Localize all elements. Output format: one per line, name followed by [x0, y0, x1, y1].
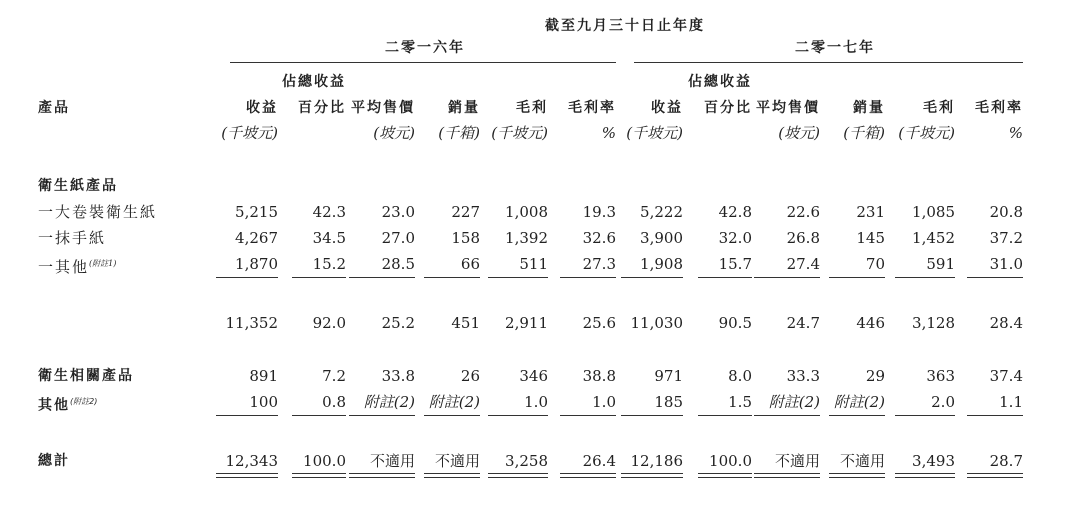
cell-total-gp-margin-2017: 28.7 [989, 452, 1023, 470]
cell-total-avg-price-2017: 不適用 [774, 452, 820, 470]
cell-big-roll-revenue-2017: 5,222 [640, 203, 683, 221]
underline-tissue-avg-price-2016 [349, 277, 415, 278]
underline-tissue-volume-2016 [424, 277, 480, 278]
cell-other-tissue-avg-price-2017: 27.4 [786, 255, 820, 273]
cell-total-volume-2017: 不適用 [839, 452, 885, 470]
note-1-marker: (附註1) [89, 259, 117, 268]
others-section-label: 其他$^{(附註2)}$ [38, 397, 98, 414]
underline-others-pct-2017 [698, 415, 752, 416]
cell-hygiene-revenue-2017: 971 [654, 367, 683, 385]
cell-other-tissue-avg-price-2016: 28.5 [381, 255, 415, 273]
col-unit-gross-profit-2016: (千坡元) [491, 124, 548, 142]
cell-other-tissue-volume-2017: 70 [865, 255, 885, 273]
year-2017-rule [634, 62, 1023, 63]
cell-hand-towel-gross-profit-2016: 1,392 [505, 229, 548, 247]
year-2016-rule [230, 62, 616, 63]
cell-hygiene-volume-2017: 29 [865, 367, 885, 385]
col-header-gross-profit-2016: 毛利 [516, 100, 548, 116]
cell-big-roll-revenue-2016: 5,215 [235, 203, 278, 221]
col-header-revenue-2017: 收益 [651, 100, 683, 116]
col-unit-avg-price-2016: (坡元) [373, 124, 415, 142]
cell-hygiene-avg-price-2016: 33.8 [381, 367, 415, 385]
cell-hygiene-gp-margin-2017: 37.4 [989, 367, 1023, 385]
col-unit-revenue-2016: (千坡元) [221, 124, 278, 142]
cell-total-gross-profit-2017: 3,493 [912, 452, 955, 470]
cell-others-volume-2016: 附註(2) [428, 393, 480, 411]
double-underline-total-volume-2016 [424, 473, 480, 478]
cell-hygiene-gross-profit-2017: 363 [926, 367, 955, 385]
cell-total-avg-price-2016: 不適用 [369, 452, 415, 470]
underline-others-revenue-2017 [621, 415, 683, 416]
double-underline-total-avg-price-2016 [349, 473, 415, 478]
cell-others-revenue-2016: 100 [249, 393, 278, 411]
col-header-pct-2017: 百分比 [704, 100, 752, 116]
year-2017-header: 二零一七年 [795, 40, 875, 56]
col-unit-avg-price-2017: (坡元) [778, 124, 820, 142]
underline-others-volume-2017 [829, 415, 885, 416]
underline-others-gp-margin-2016 [560, 415, 616, 416]
cell-big-roll-pct-2017: 42.8 [718, 203, 752, 221]
col-header-pct-2016: 百分比 [298, 100, 346, 116]
cell-others-gross-profit-2017: 2.0 [931, 393, 955, 411]
col-unit-gp-margin-2016: % [601, 124, 616, 142]
underline-tissue-pct-2016 [292, 277, 346, 278]
cell-total-gp-margin-2016: 26.4 [582, 452, 616, 470]
cell-big-roll-gross-profit-2016: 1,008 [505, 203, 548, 221]
cell-hand-towel-gp-margin-2017: 37.2 [989, 229, 1023, 247]
underline-others-gp-margin-2017 [967, 415, 1023, 416]
col-header-gp-margin-2016: 毛利率 [568, 100, 616, 116]
cell-total-revenue-2016: 12,343 [225, 452, 278, 470]
cell-hand-towel-avg-price-2016: 27.0 [381, 229, 415, 247]
cell-total-revenue-2017: 12,186 [630, 452, 683, 470]
cell-big-roll-gp-margin-2017: 20.8 [989, 203, 1023, 221]
cell-hand-towel-revenue-2017: 3,900 [640, 229, 683, 247]
cell-other-tissue-volume-2016: 66 [460, 255, 480, 273]
cell-other-tissue-gp-margin-2016: 27.3 [582, 255, 616, 273]
cell-big-roll-volume-2017: 231 [856, 203, 885, 221]
col-unit-volume-2017: (千箱) [843, 124, 885, 142]
underline-tissue-avg-price-2017 [754, 277, 820, 278]
cell-others-avg-price-2017: 附註(2) [768, 393, 820, 411]
double-underline-total-revenue-2016 [216, 473, 278, 478]
underline-tissue-revenue-2016 [216, 277, 278, 278]
col-unit-gross-profit-2017: (千坡元) [898, 124, 955, 142]
double-underline-total-gross-profit-2017 [895, 473, 955, 478]
cell-big-roll-pct-2016: 42.3 [312, 203, 346, 221]
cell-other-tissue-gp-margin-2017: 31.0 [989, 255, 1023, 273]
est-share-header-2016: 佔總收益 [282, 74, 346, 90]
double-underline-total-revenue-2017 [621, 473, 683, 478]
cell-hand-towel-gp-margin-2016: 32.6 [582, 229, 616, 247]
cell-subtotal-revenue-2016: 11,352 [225, 314, 278, 332]
col-header-avg-price-2017: 平均售價 [756, 100, 820, 116]
underline-others-gross-profit-2017 [895, 415, 955, 416]
double-underline-total-pct-2017 [698, 473, 752, 478]
underline-others-pct-2016 [292, 415, 346, 416]
cell-subtotal-volume-2016: 451 [451, 314, 480, 332]
underline-others-gross-profit-2016 [488, 415, 548, 416]
underline-tissue-revenue-2017 [621, 277, 683, 278]
cell-hand-towel-avg-price-2017: 26.8 [786, 229, 820, 247]
cell-others-gross-profit-2016: 1.0 [524, 393, 548, 411]
cell-total-pct-2017: 100.0 [709, 452, 752, 470]
product-column-header: 產品 [38, 100, 70, 116]
cell-hand-towel-volume-2017: 145 [856, 229, 885, 247]
cell-other-tissue-revenue-2016: 1,870 [235, 255, 278, 273]
row-label-hand-towel: 一抹手紙 [38, 229, 107, 247]
col-header-revenue-2016: 收益 [246, 100, 278, 116]
cell-others-volume-2017: 附註(2) [833, 393, 885, 411]
hygiene-section-label: 衛生相關產品 [38, 368, 134, 384]
total-label: 總計 [38, 453, 70, 469]
cell-big-roll-gp-margin-2016: 19.3 [582, 203, 616, 221]
cell-subtotal-pct-2016: 92.0 [312, 314, 346, 332]
underline-tissue-gross-profit-2017 [895, 277, 955, 278]
col-header-avg-price-2016: 平均售價 [351, 100, 415, 116]
year-2016-header: 二零一六年 [385, 40, 465, 56]
cell-others-gp-margin-2016: 1.0 [592, 393, 616, 411]
cell-subtotal-avg-price-2016: 25.2 [381, 314, 415, 332]
col-unit-gp-margin-2017: % [1008, 124, 1023, 142]
col-header-gp-margin-2017: 毛利率 [975, 100, 1023, 116]
cell-others-gp-margin-2017: 1.1 [999, 393, 1023, 411]
cell-hygiene-revenue-2016: 891 [249, 367, 278, 385]
note-2-marker: (附註2) [70, 397, 98, 406]
col-header-gross-profit-2017: 毛利 [923, 100, 955, 116]
double-underline-total-pct-2016 [292, 473, 346, 478]
double-underline-total-gross-profit-2016 [488, 473, 548, 478]
cell-hygiene-gross-profit-2016: 346 [519, 367, 548, 385]
cell-total-pct-2016: 100.0 [303, 452, 346, 470]
cell-subtotal-gp-margin-2016: 25.6 [582, 314, 616, 332]
row-label-big-roll: 一大卷裝衛生紙 [38, 203, 158, 221]
cell-others-pct-2016: 0.8 [322, 393, 346, 411]
cell-other-tissue-revenue-2017: 1,908 [640, 255, 683, 273]
cell-hand-towel-revenue-2016: 4,267 [235, 229, 278, 247]
col-header-volume-2016: 銷量 [448, 100, 480, 116]
cell-other-tissue-gross-profit-2016: 511 [519, 255, 548, 273]
underline-others-volume-2016 [424, 415, 480, 416]
cell-others-revenue-2017: 185 [654, 393, 683, 411]
cell-hygiene-gp-margin-2016: 38.8 [582, 367, 616, 385]
cell-big-roll-avg-price-2016: 23.0 [381, 203, 415, 221]
tissue-section-label: 衛生紙產品 [38, 178, 118, 194]
underline-tissue-gp-margin-2017 [967, 277, 1023, 278]
double-underline-total-avg-price-2017 [754, 473, 820, 478]
cell-hygiene-volume-2016: 26 [460, 367, 480, 385]
double-underline-total-volume-2017 [829, 473, 885, 478]
cell-subtotal-avg-price-2017: 24.7 [786, 314, 820, 332]
cell-subtotal-gross-profit-2017: 3,128 [912, 314, 955, 332]
cell-other-tissue-pct-2017: 15.7 [718, 255, 752, 273]
underline-tissue-pct-2017 [698, 277, 752, 278]
double-underline-total-gp-margin-2016 [560, 473, 616, 478]
cell-big-roll-avg-price-2017: 22.6 [786, 203, 820, 221]
cell-subtotal-pct-2017: 90.5 [718, 314, 752, 332]
cell-other-tissue-pct-2016: 15.2 [312, 255, 346, 273]
cell-subtotal-gp-margin-2017: 28.4 [989, 314, 1023, 332]
period-header: 截至九月三十日止年度 [545, 18, 705, 34]
col-header-volume-2017: 銷量 [853, 100, 885, 116]
cell-hygiene-avg-price-2017: 33.3 [786, 367, 820, 385]
col-unit-revenue-2017: (千坡元) [626, 124, 683, 142]
underline-others-avg-price-2016 [349, 415, 415, 416]
underline-tissue-gp-margin-2016 [560, 277, 616, 278]
underline-tissue-volume-2017 [829, 277, 885, 278]
cell-hygiene-pct-2017: 8.0 [728, 367, 752, 385]
cell-hand-towel-volume-2016: 158 [451, 229, 480, 247]
cell-hand-towel-pct-2017: 32.0 [718, 229, 752, 247]
cell-subtotal-gross-profit-2016: 2,911 [505, 314, 548, 332]
cell-subtotal-volume-2017: 446 [856, 314, 885, 332]
cell-big-roll-gross-profit-2017: 1,085 [912, 203, 955, 221]
cell-hand-towel-pct-2016: 34.5 [312, 229, 346, 247]
underline-others-revenue-2016 [216, 415, 278, 416]
underline-tissue-gross-profit-2016 [488, 277, 548, 278]
cell-others-avg-price-2016: 附註(2) [363, 393, 415, 411]
col-unit-volume-2016: (千箱) [438, 124, 480, 142]
cell-subtotal-revenue-2017: 11,030 [630, 314, 683, 332]
cell-hygiene-pct-2016: 7.2 [322, 367, 346, 385]
underline-others-avg-price-2017 [754, 415, 820, 416]
double-underline-total-gp-margin-2017 [967, 473, 1023, 478]
cell-others-pct-2017: 1.5 [728, 393, 752, 411]
cell-total-gross-profit-2016: 3,258 [505, 452, 548, 470]
cell-hand-towel-gross-profit-2017: 1,452 [912, 229, 955, 247]
cell-other-tissue-gross-profit-2017: 591 [926, 255, 955, 273]
row-label-other-tissue: 一其他$^{(附註1)}$ [38, 258, 117, 276]
cell-big-roll-volume-2016: 227 [451, 203, 480, 221]
est-share-header-2017: 佔總收益 [688, 74, 752, 90]
cell-total-volume-2016: 不適用 [434, 452, 480, 470]
